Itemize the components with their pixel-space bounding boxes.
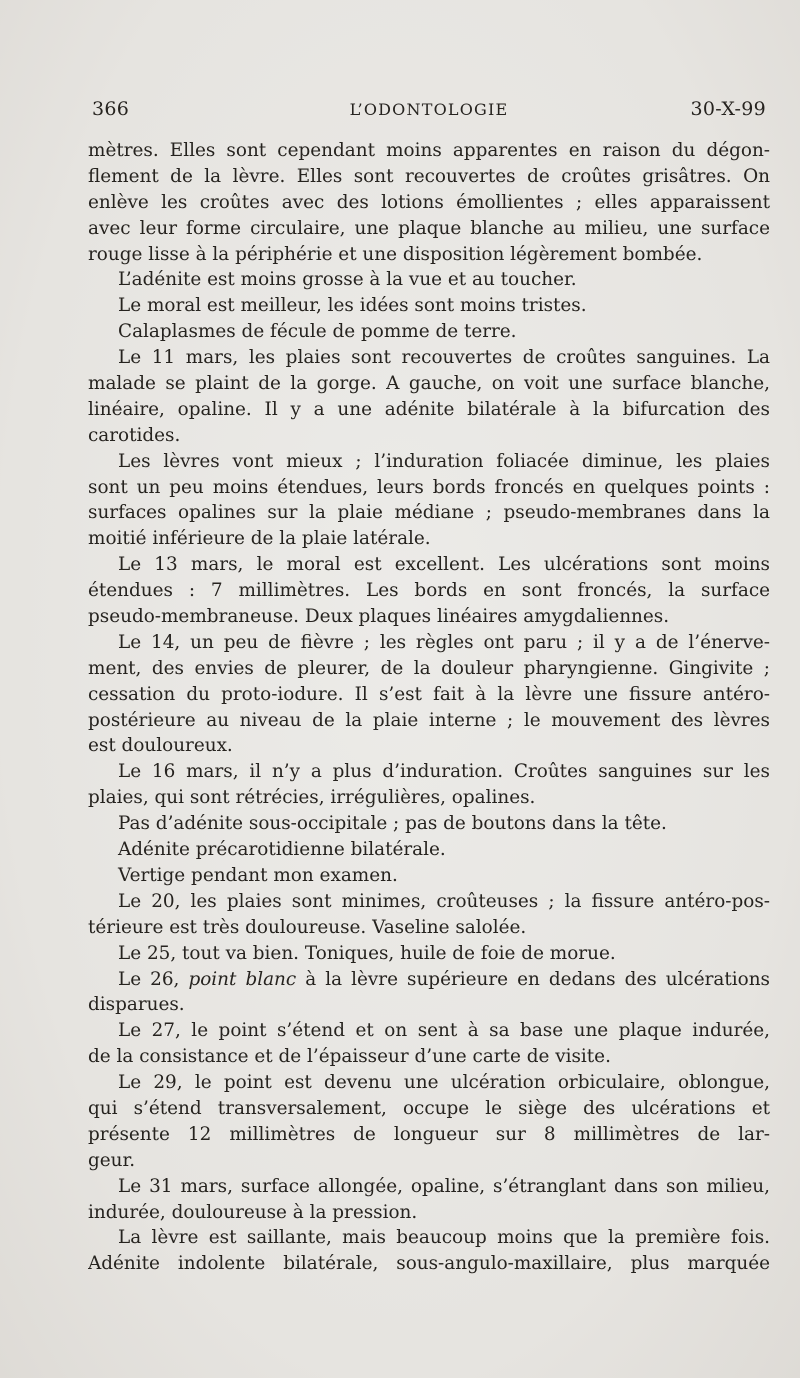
text-line: qui s’étend transversalement, occupe le siège des ulcérations et [88, 1097, 770, 1119]
text-line: est douloureux. [88, 735, 233, 757]
text-line: mètres. Elles sont cependant moins apparentes en raison du dégon- [88, 140, 770, 161]
text-line: présente 12 millimètres de longueur sur 8 millimètres de lar- [88, 1123, 770, 1145]
text-line: Le 13 mars, le moral est excellent. Les ulcérations sont moins [118, 554, 770, 576]
text-line: Le moral est meilleur, les idées sont moins tristes. [118, 295, 587, 317]
text-line: Le 20, les plaies sont minimes, croûteuses ; la fissure antéro-pos- [118, 890, 770, 912]
text-line: Adénite indolente bilatérale, sous-angulo-maxillaire, plus marquée [88, 1253, 770, 1275]
text-line: La lèvre est saillante, mais beaucoup moins que la première fois. [118, 1227, 770, 1249]
text-line: avec leur forme circulaire, une plaque blanche au milieu, une surface [88, 217, 770, 239]
text-line: pseudo-membraneuse. Deux plaques linéaires amygdaliennes. [88, 606, 670, 628]
text-line: carotides. [88, 424, 181, 446]
text-line: ment, des envies de pleurer, de la douleur pharyngienne. Gingivite ; [88, 657, 770, 679]
body-text [88, 138, 770, 1277]
text-line: Le 27, le point s’étend et on sent à sa base une plaque indurée, [118, 1020, 770, 1042]
page-number: 366 [92, 98, 130, 120]
text-line: Le 25, tout va bien. Toniques, huile de foie de morue. [118, 942, 616, 964]
text-line: de la consistance et de l’épaisseur d’une carte de visite. [88, 1046, 611, 1068]
text-run: à la lèvre supérieure en dedans des ulcérations [296, 968, 770, 990]
text-line: Le 14, un peu de fièvre ; les règles ont paru ; il y a de l’énerve- [118, 631, 770, 653]
text-line: cessation du proto-iodure. Il s’est fait à la lèvre une fissure antéro- [88, 683, 770, 705]
text-line: Calaplasmes de fécule de pomme de terre. [118, 321, 517, 343]
text-line: indurée, douloureuse à la pression. [88, 1201, 418, 1223]
text-line: geur. [88, 1149, 136, 1171]
text-line: Le 29, le point est devenu une ulcération orbiculaire, oblongue, [118, 1072, 770, 1094]
text-line: sont un peu moins étendues, leurs bords froncés en quelques points : [88, 476, 770, 498]
text-line: malade se plaint de la gorge. A gauche, on voit une surface blanche, [88, 373, 770, 395]
text-line: Adénite précarotidienne bilatérale. [118, 839, 446, 861]
text-run: Le 26, [118, 968, 189, 990]
text-line: étendues : 7 millimètres. Les bords en sont froncés, la surface [88, 580, 770, 602]
text-line: Les lèvres vont mieux ; l’induration foliacée diminue, les plaies [118, 450, 770, 472]
text-line: linéaire, opaline. Il y a une adénite bilatérale à la bifurcation des [88, 398, 770, 420]
text-line: Le 31 mars, surface allongée, opaline, s’étranglant dans son milieu, [118, 1175, 770, 1197]
text-line: Vertige pendant mon examen. [118, 864, 398, 886]
text-line: flement de la lèvre. Elles sont recouvertes de croûtes grisâtres. On [88, 165, 770, 187]
text-line: L’adénite est moins grosse à la vue et au toucher. [118, 269, 577, 291]
text-line: postérieure au niveau de la plaie interne ; le mouvement des lèvres [88, 709, 770, 731]
text-line [88, 967, 770, 993]
text-line: Le 11 mars, les plaies sont recouvertes de croûtes sanguines. La [118, 347, 770, 369]
text-line: surfaces opalines sur la plaie médiane ; pseudo-membranes dans la [88, 502, 770, 524]
text-line: térieure est très douloureuse. Vaseline salolée. [88, 916, 527, 938]
running-title: L’ODONTOLOGIE [349, 100, 509, 119]
text-line: enlève les croûtes avec des lotions émollientes ; elles apparaissent [88, 191, 770, 213]
text-line: moitié inférieure de la plaie latérale. [88, 528, 431, 550]
italic-phrase: point blanc [188, 968, 297, 990]
running-header [92, 98, 766, 132]
text-line: Pas d’adénite sous-occipitale ; pas de boutons dans la tête. [118, 813, 667, 835]
text-line: plaies, qui sont rétrécies, irrégulières, opalines. [88, 787, 536, 809]
text-line: Le 16 mars, il n’y a plus d’induration. Croûtes sanguines sur les [118, 761, 770, 783]
text-line: rouge lisse à la périphérie et une disposition légèrement bombée. [88, 243, 703, 265]
text-line: disparues. [88, 994, 185, 1016]
issue-date: 30-X-99 [690, 98, 766, 120]
